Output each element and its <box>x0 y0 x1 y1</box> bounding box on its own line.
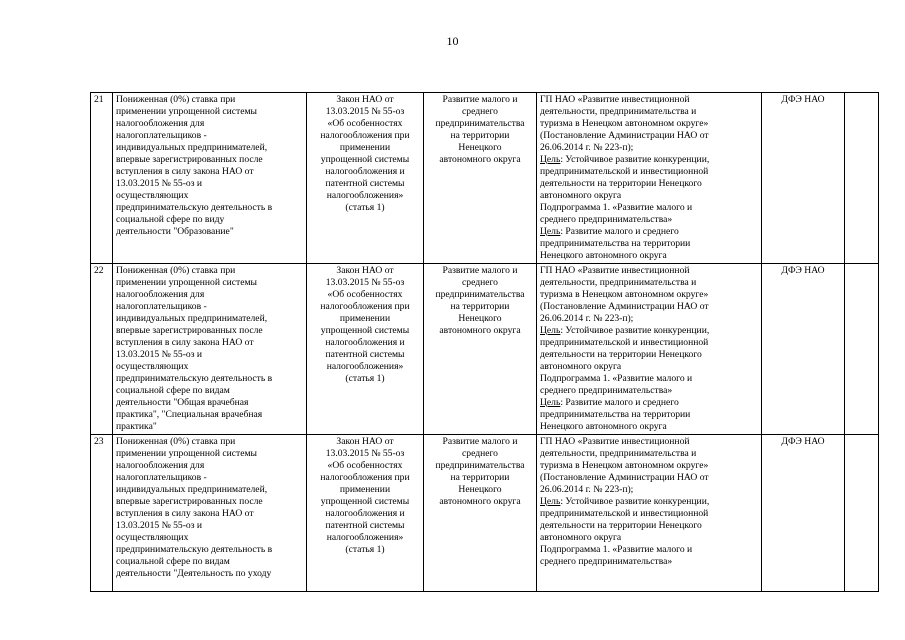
program-line <box>540 472 758 484</box>
program-line <box>540 178 758 190</box>
benefit-name-line: предпринимательскую деятельность в <box>116 373 273 384</box>
row-number: 21 <box>91 93 113 264</box>
goal-line: Ненецкого <box>458 313 502 324</box>
legal-basis-cell <box>307 93 424 264</box>
benefit-name-cell <box>113 435 307 592</box>
program-line <box>540 421 758 433</box>
legal-basis-line: налогообложения при <box>320 301 410 312</box>
benefit-name-line: деятельности "Общая врачебная <box>116 397 249 408</box>
executor-cell: ДФЭ НАО <box>762 264 845 435</box>
legal-basis-line: упрощенной системы <box>320 496 410 507</box>
legal-basis-line: 13.03.2015 № 55-оз <box>325 277 405 288</box>
benefit-name-line: налогообложения для <box>116 460 205 471</box>
goal-line: Развитие малого и <box>442 436 518 447</box>
program-text: 26.06.2014 г. № 223-п); <box>540 484 634 495</box>
benefit-name-line: социальной сфере по видам <box>116 385 230 396</box>
program-line <box>540 277 758 289</box>
benefit-name-line: социальной сфере по видам <box>116 556 230 567</box>
goal-line: Развитие малого и <box>442 265 518 276</box>
program-line <box>540 238 758 250</box>
benefit-name-line: Пониженная (0%) ставка при <box>116 436 236 447</box>
legal-basis-line: «Об особенностях <box>327 118 403 129</box>
legal-basis-line: налогообложения» <box>326 532 404 543</box>
benefit-name-line: индивидуальных предпринимателей, <box>116 142 268 153</box>
program-text: ГП НАО «Развитие инвестиционной <box>540 94 690 105</box>
page-number: 10 <box>446 34 459 48</box>
program-line <box>540 556 758 568</box>
executor-cell: ДФЭ НАО <box>762 435 845 592</box>
program-text: деятельности на территории Ненецкого <box>540 520 702 531</box>
goal-line: среднего <box>462 448 498 459</box>
benefit-name-line: 13.03.2015 № 55-оз и <box>116 178 203 189</box>
benefit-name-cell <box>113 93 307 264</box>
program-line <box>540 508 758 520</box>
program-line <box>540 106 758 118</box>
goal-line: на территории <box>450 130 510 141</box>
goal-line: Развитие малого и <box>442 94 518 105</box>
row-number: 22 <box>91 264 113 435</box>
program-text: деятельности, предпринимательства и <box>540 106 697 117</box>
program-text: : Устойчивое развитие конкуренции, <box>560 154 710 165</box>
program-line <box>540 94 758 106</box>
program-text: : Устойчивое развитие конкуренции, <box>560 496 710 507</box>
benefit-name-line: 13.03.2015 № 55-оз и <box>116 520 203 531</box>
goal-line: на территории <box>450 301 510 312</box>
goal-line: Ненецкого <box>458 142 502 153</box>
benefit-name-line: применении упрощенной системы <box>116 448 257 459</box>
table-row <box>91 435 879 592</box>
program-line <box>540 226 758 238</box>
program-text: деятельности, предпринимательства и <box>540 277 697 288</box>
table-row <box>91 264 879 435</box>
legal-basis-cell <box>307 435 424 592</box>
goal-line: предпринимательства <box>435 289 525 300</box>
benefit-name-line: применении упрощенной системы <box>116 277 257 288</box>
legal-basis-line: Закон НАО от <box>336 265 394 276</box>
benefit-name-line: Пониженная (0%) ставка при <box>116 94 236 105</box>
program-line <box>540 166 758 178</box>
legal-basis-line: налогообложения при <box>320 472 410 483</box>
program-line <box>540 397 758 409</box>
table-row <box>91 93 879 264</box>
program-line <box>540 520 758 532</box>
program-line <box>540 142 758 154</box>
program-text: автономного округа <box>540 361 622 372</box>
goal-label: Цель <box>540 226 561 237</box>
program-line <box>540 289 758 301</box>
benefit-name-line: вступления в силу закона НАО от <box>116 337 254 348</box>
program-text: деятельности на территории Ненецкого <box>540 178 702 189</box>
legal-basis-line: (статья 1) <box>345 544 385 555</box>
legal-basis-line: (статья 1) <box>345 373 385 384</box>
program-text: (Постановление Администрации НАО от <box>540 472 709 483</box>
program-text: предпринимательской и инвестиционной <box>540 166 709 177</box>
legal-basis-line: применении <box>339 142 391 153</box>
program-line <box>540 448 758 460</box>
benefit-name-line: предпринимательскую деятельность в <box>116 544 273 555</box>
empty-cell <box>845 264 879 435</box>
empty-cell <box>845 93 879 264</box>
legal-basis-line: патентной системы <box>325 178 405 189</box>
legal-basis-line: упрощенной системы <box>320 154 410 165</box>
program-text: среднего предпринимательства» <box>540 385 673 396</box>
program-line <box>540 337 758 349</box>
program-line <box>540 385 758 397</box>
benefit-name-line: деятельности "Образование" <box>116 226 234 237</box>
legal-basis-line: налогообложения и <box>325 166 405 177</box>
benefit-name-line: индивидуальных предпринимателей, <box>116 484 268 495</box>
program-line <box>540 361 758 373</box>
legal-basis-line: патентной системы <box>325 349 405 360</box>
benefit-name-line: осуществляющих <box>116 532 189 543</box>
benefit-name-line: осуществляющих <box>116 361 189 372</box>
legal-basis-line: применении <box>339 313 391 324</box>
table-body <box>91 93 879 592</box>
legal-basis-line: «Об особенностях <box>327 460 403 471</box>
program-line <box>540 154 758 166</box>
legal-basis-line: «Об особенностях <box>327 289 403 300</box>
program-line <box>540 265 758 277</box>
benefit-name-line: налогоплательщиков - <box>116 301 207 312</box>
goal-cell <box>424 435 537 592</box>
goal-label: Цель <box>540 154 561 165</box>
program-line <box>540 250 758 262</box>
program-cell <box>537 435 762 592</box>
goal-line: среднего <box>462 277 498 288</box>
program-text: (Постановление Администрации НАО от <box>540 130 709 141</box>
goal-line: предпринимательства <box>435 118 525 129</box>
legal-basis-line: патентной системы <box>325 520 405 531</box>
program-text: ГП НАО «Развитие инвестиционной <box>540 265 690 276</box>
program-line <box>540 532 758 544</box>
program-cell <box>537 93 762 264</box>
legal-basis-line: (статья 1) <box>345 202 385 213</box>
benefit-name-line: 13.03.2015 № 55-оз и <box>116 349 203 360</box>
program-text: среднего предпринимательства» <box>540 214 673 225</box>
legal-basis-line: Закон НАО от <box>336 94 394 105</box>
benefit-name-line: деятельности "Деятельность по уходу <box>116 568 272 579</box>
program-text: Ненецкого автономного округа <box>540 421 667 432</box>
program-text: Подпрограмма 1. «Развитие малого и <box>540 202 693 213</box>
program-line <box>540 118 758 130</box>
goal-label: Цель <box>540 496 561 507</box>
benefit-name-line: впервые зарегистрированных после <box>116 154 263 165</box>
program-text: Подпрограмма 1. «Развитие малого и <box>540 544 693 555</box>
benefit-name-line: налогообложения для <box>116 289 205 300</box>
benefit-name-line: впервые зарегистрированных после <box>116 496 263 507</box>
benefit-name-line: осуществляющих <box>116 190 189 201</box>
program-text: среднего предпринимательства» <box>540 556 673 567</box>
goal-line: Ненецкого <box>458 484 502 495</box>
program-text: туризма в Ненецком автономном округе» <box>540 460 709 471</box>
program-text: автономного округа <box>540 190 622 201</box>
program-text: : Развитие малого и среднего <box>560 397 679 408</box>
program-text: Ненецкого автономного округа <box>540 250 667 261</box>
goal-label: Цель <box>540 397 561 408</box>
legal-basis-line: налогообложения» <box>326 190 404 201</box>
goal-cell <box>424 264 537 435</box>
program-line <box>540 301 758 313</box>
legal-basis-line: 13.03.2015 № 55-оз <box>325 106 405 117</box>
benefit-name-line: налогообложения для <box>116 118 205 129</box>
program-text: 26.06.2014 г. № 223-п); <box>540 142 634 153</box>
empty-cell <box>845 435 879 592</box>
legal-basis-line: налогообложения и <box>325 508 405 519</box>
benefit-name-line: налогоплательщиков - <box>116 130 207 141</box>
program-line <box>540 214 758 226</box>
benefit-name-line: Пониженная (0%) ставка при <box>116 265 236 276</box>
program-text: предпринимательства на территории <box>540 409 691 420</box>
program-line <box>540 202 758 214</box>
program-line <box>540 460 758 472</box>
program-line <box>540 130 758 142</box>
row-number: 23 <box>91 435 113 592</box>
benefit-name-line: налогоплательщиков - <box>116 472 207 483</box>
program-text: автономного округа <box>540 532 622 543</box>
benefit-name-line: впервые зарегистрированных после <box>116 325 263 336</box>
benefit-name-line: вступления в силу закона НАО от <box>116 166 254 177</box>
program-line <box>540 325 758 337</box>
program-line <box>540 349 758 361</box>
goal-cell <box>424 93 537 264</box>
goal-line: автономного округа <box>439 496 521 507</box>
benefit-name-line: практика", "Специальная врачебная <box>116 409 263 420</box>
program-line <box>540 190 758 202</box>
program-text: ГП НАО «Развитие инвестиционной <box>540 436 690 447</box>
program-text: туризма в Ненецком автономном округе» <box>540 118 709 129</box>
benefit-name-line: социальной сфере по виду <box>116 214 225 225</box>
program-text: : Развитие малого и среднего <box>560 226 679 237</box>
legal-basis-line: применении <box>339 484 391 495</box>
legal-basis-line: налогообложения и <box>325 337 405 348</box>
program-text: деятельности на территории Ненецкого <box>540 349 702 360</box>
program-text: предпринимательской и инвестиционной <box>540 508 709 519</box>
goal-line: на территории <box>450 472 510 483</box>
program-text: туризма в Ненецком автономном округе» <box>540 289 709 300</box>
benefit-name-line: практика" <box>116 421 157 432</box>
program-text: деятельности, предпринимательства и <box>540 448 697 459</box>
tax-benefits-table <box>90 92 879 592</box>
goal-line: автономного округа <box>439 154 521 165</box>
benefit-name-line: индивидуальных предпринимателей, <box>116 313 268 324</box>
benefit-name-line: предпринимательскую деятельность в <box>116 202 273 213</box>
program-line <box>540 313 758 325</box>
program-text: предпринимательской и инвестиционной <box>540 337 709 348</box>
program-text: предпринимательства на территории <box>540 238 691 249</box>
program-text: (Постановление Администрации НАО от <box>540 301 709 312</box>
program-line <box>540 544 758 556</box>
benefit-name-line: вступления в силу закона НАО от <box>116 508 254 519</box>
program-text: Подпрограмма 1. «Развитие малого и <box>540 373 693 384</box>
executor-cell: ДФЭ НАО <box>762 93 845 264</box>
legal-basis-line: упрощенной системы <box>320 325 410 336</box>
benefit-name-line: применении упрощенной системы <box>116 106 257 117</box>
program-cell <box>537 264 762 435</box>
legal-basis-line: налогообложения при <box>320 130 410 141</box>
legal-basis-cell <box>307 264 424 435</box>
goal-line: среднего <box>462 106 498 117</box>
legal-basis-line: 13.03.2015 № 55-оз <box>325 448 405 459</box>
legal-basis-line: налогообложения» <box>326 361 404 372</box>
program-line <box>540 484 758 496</box>
program-line <box>540 496 758 508</box>
benefit-name-cell <box>113 264 307 435</box>
program-line <box>540 373 758 385</box>
legal-basis-line: Закон НАО от <box>336 436 394 447</box>
program-line <box>540 436 758 448</box>
program-text: 26.06.2014 г. № 223-п); <box>540 313 634 324</box>
goal-line: автономного округа <box>439 325 521 336</box>
goal-label: Цель <box>540 325 561 336</box>
goal-line: предпринимательства <box>435 460 525 471</box>
program-text: : Устойчивое развитие конкуренции, <box>560 325 710 336</box>
program-line <box>540 409 758 421</box>
